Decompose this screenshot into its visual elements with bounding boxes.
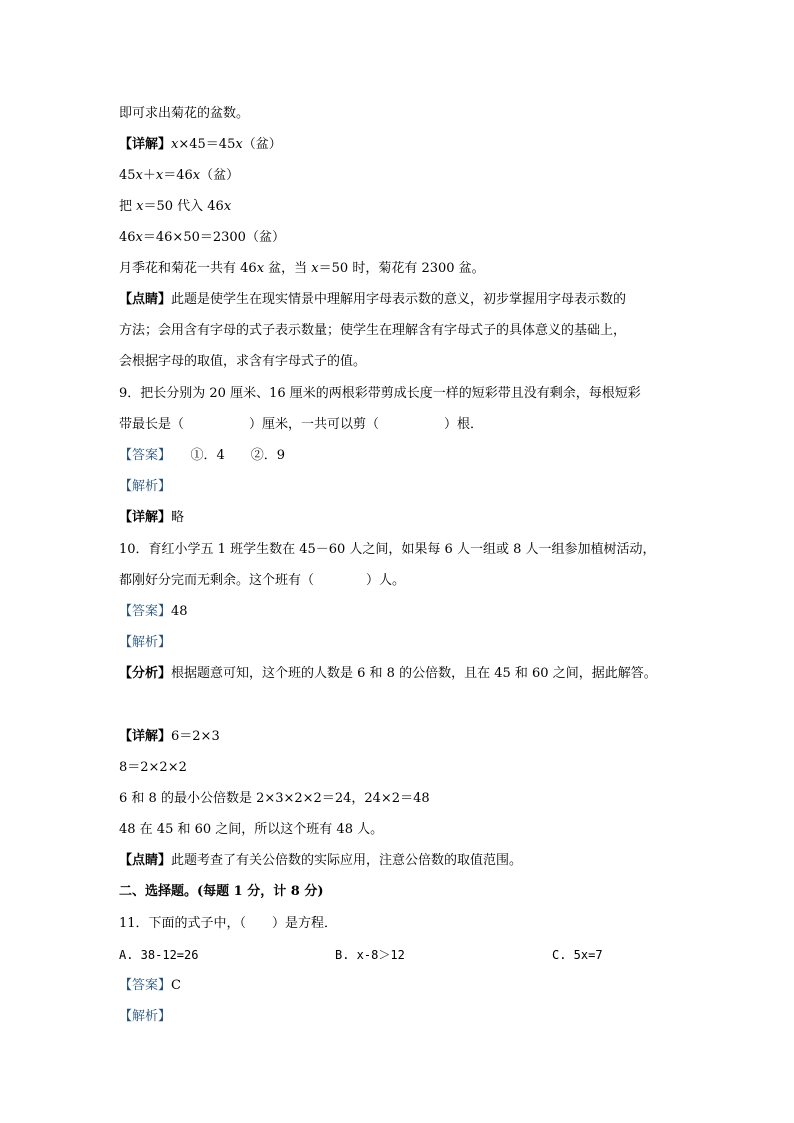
- line-text: 48: [171, 604, 188, 619]
- line-text: 45: [119, 168, 136, 183]
- line-text: ①．4 ②．9: [164, 448, 286, 463]
- text-line: [119, 106, 249, 122]
- answer-tag: 【答案】: [119, 448, 165, 463]
- line-text: （盆）: [242, 137, 282, 152]
- line-text: 二、选择题。(每题 1 分，计 8 分): [119, 884, 324, 899]
- question-10-cont: [119, 573, 405, 589]
- line-text: B. x-8＞12: [335, 948, 405, 962]
- line-text: ＝46: [163, 168, 193, 183]
- analysis-line: [119, 635, 171, 651]
- analysis-tag: 【解析】: [119, 1009, 172, 1024]
- var-x: x: [311, 261, 319, 276]
- line-text: 方法；会用含有字母的式子表示数量；使学生在理解含有字母式子的具体意义的基础上，: [119, 323, 627, 338]
- line-text: ×45＝45: [178, 137, 236, 152]
- analysis-tag: 【解析】: [119, 479, 172, 494]
- var-x: x: [235, 137, 243, 152]
- line-text: ＝50 代入 46: [143, 199, 224, 214]
- line-text: 把: [119, 199, 137, 214]
- reasoning-tag: 【分析】: [119, 666, 172, 681]
- detail-tag: 【详解】: [119, 510, 172, 525]
- detail-tag: 【详解】: [119, 137, 172, 152]
- line-text: 略: [171, 510, 185, 525]
- var-x: x: [223, 199, 232, 214]
- answer-tag: 【答案】: [119, 978, 172, 993]
- var-x: x: [171, 137, 179, 152]
- line-text: 6 和 8 的最小公倍数是 2×3×2×2＝24，24×2＝48: [119, 791, 430, 806]
- line-text: 6＝2×3: [171, 729, 220, 744]
- var-x: x: [135, 230, 143, 245]
- question-9: [119, 386, 641, 402]
- analysis-tag: 【解析】: [119, 635, 172, 650]
- answer-line: [119, 978, 181, 994]
- text-line: [119, 822, 383, 838]
- line-text: 盆，当: [264, 261, 312, 276]
- var-x: x: [256, 261, 265, 276]
- line-text: ＝50 时，菊花有 2300 盆。: [318, 261, 485, 276]
- option-c: [552, 947, 603, 963]
- line-text: 即可求出菊花的盆数。: [119, 106, 250, 121]
- question-11: [119, 916, 337, 932]
- line-text: 此题考查了有关公倍数的实际应用，注意公倍数的取值范围。: [171, 853, 523, 868]
- answer-line: [119, 448, 285, 464]
- analysis-line: [119, 479, 171, 495]
- var-x: x: [136, 199, 144, 214]
- line-text: 9．把长分别为 20 厘米、16 厘米的两根彩带剪成长度一样的短彩带且没有剩余，每根短彩: [119, 386, 641, 401]
- line-text: 会根据字母的取值，求含有字母式子的值。: [119, 354, 367, 369]
- highlight-tag: 【点睛】: [119, 292, 172, 307]
- var-x: x: [135, 168, 143, 183]
- section-heading: [119, 884, 324, 900]
- line-text: 8＝2×2×2: [119, 760, 187, 775]
- line-text: 都刚好分完而无剩余。这个班有（ ）人。: [119, 573, 406, 588]
- detail-line: [119, 137, 282, 153]
- line-text: ＝46×50＝2300（盆）: [142, 230, 285, 245]
- highlight-line: [119, 292, 626, 308]
- highlight-line: [119, 853, 522, 869]
- answer-tag: 【答案】: [119, 604, 172, 619]
- var-x: x: [155, 168, 164, 183]
- line-text: C: [171, 978, 181, 993]
- line-text: ＋: [142, 168, 156, 183]
- analysis-line: [119, 1009, 171, 1025]
- line-text: （盆）: [200, 168, 240, 183]
- highlight-tag: 【点睛】: [119, 853, 172, 868]
- option-b: [335, 947, 405, 963]
- equation-line: [119, 199, 231, 215]
- line-text: A. 38-12=26: [119, 948, 199, 962]
- detail-tag: 【详解】: [119, 729, 172, 744]
- answer-line: [119, 604, 188, 620]
- line-text: 根据题意可知，这个班的人数是 6 和 8 的公倍数，且在 45 和 60 之间，据此解答。: [171, 666, 657, 681]
- line-text: 此题是使学生在现实情景中理解用字母表示数的意义，初步掌握用字母表示数的: [171, 292, 627, 307]
- line-text: 46: [119, 230, 136, 245]
- line-text: 48 在 45 和 60 之间，所以这个班有 48 人。: [119, 822, 384, 837]
- reasoning-line: [119, 666, 657, 682]
- equation-line: [119, 791, 430, 807]
- line-text: C. 5x=7: [552, 948, 603, 962]
- option-a: [119, 947, 198, 963]
- equation-line: [119, 168, 239, 184]
- text-line: [119, 354, 366, 370]
- answer-sentence: [119, 261, 485, 277]
- line-text: 10．育红小学五 1 班学生数在 45－60 人之间，如果每 6 人一组或 8 人一组参加植树活动，: [119, 542, 656, 557]
- question-9-cont: [119, 417, 483, 433]
- line-text: 月季花和菊花一共有 46: [119, 261, 257, 276]
- var-x: x: [192, 168, 201, 183]
- equation-line: [119, 230, 285, 246]
- question-10: [119, 542, 656, 558]
- line-text: 带最长是（ ）厘米，一共可以剪（ ）根．: [119, 417, 484, 432]
- equation-line: [119, 760, 187, 776]
- text-line: [119, 323, 626, 339]
- detail-line: [119, 729, 220, 745]
- detail-line: [119, 510, 184, 526]
- line-text: 11．下面的式子中，（ ）是方程．: [119, 916, 338, 931]
